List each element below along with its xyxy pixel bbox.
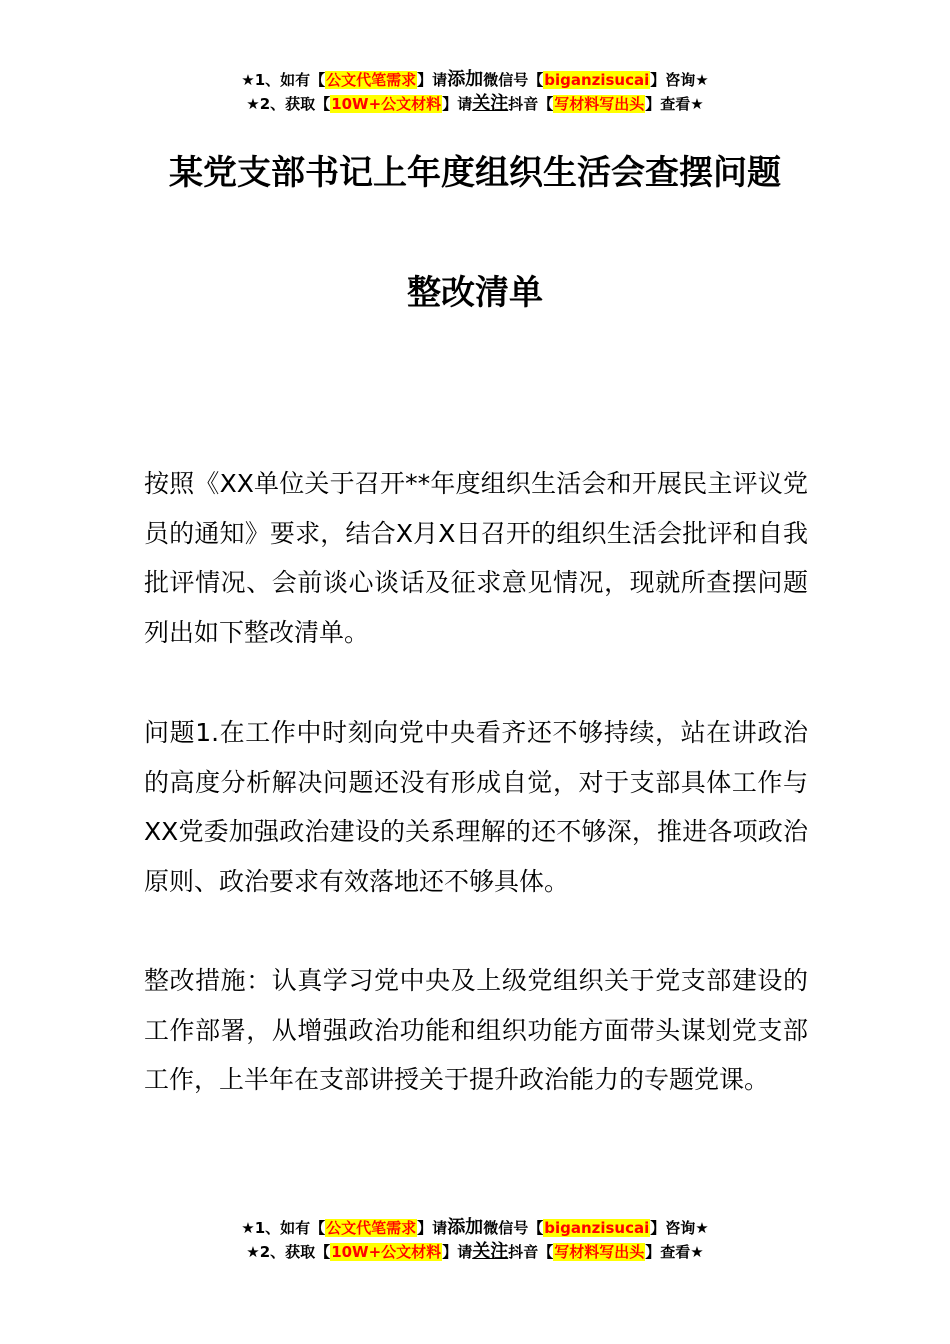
banner-line2-mid1: 】请 (442, 1243, 473, 1261)
paragraph-problem-1: 问题1.在工作中时刻向党中央看齐还不够持续，站在讲政治的高度分析解决问题还没有形成自觉，对于支部具体工作与XX党委加强政治建设的关系理解的还不够深，推进各项政治原则、政治要求有效落地还不够具体。 (144, 718, 808, 896)
paragraph-measures: 整改措施：认真学习党中央及上级党组织关于党支部建设的工作部署，从增强政治功能和组织功能方面带头谋划党支部工作，上半年在支部讲授关于提升政治能力的专题党课。 (144, 966, 808, 1094)
banner-line1-prefix: ★1、如有【 (241, 1219, 326, 1237)
document-title-line-2: 整改清单 (407, 273, 543, 313)
banner-line1-mid1: 】请 (417, 71, 448, 89)
banner-line2-mid2: 抖音【 (508, 1243, 554, 1261)
banner-line1-emphasis: 添加 (447, 1217, 484, 1238)
banner-line2-prefix: ★2、获取【 (246, 1243, 331, 1261)
banner-line2-mid1: 】请 (442, 95, 473, 113)
banner-line1-highlight-service: 公文代笔需求 (326, 71, 417, 89)
banner-line1-mid2: 微信号【 (483, 71, 544, 89)
banner-line1-prefix: ★1、如有【 (241, 71, 326, 89)
bottom-banner (0, 1216, 950, 1264)
banner-line1-highlight-wechat: biganzisucai (544, 71, 650, 89)
banner-line-1 (0, 68, 950, 92)
banner-line2-prefix: ★2、获取【 (246, 95, 331, 113)
banner-line2-highlight-materials: 10W+公文材料 (331, 95, 442, 113)
banner-line1-highlight-service: 公文代笔需求 (326, 1219, 417, 1237)
banner-line2-emphasis: 关注 (472, 1241, 509, 1262)
banner-line2-suffix: 】查看★ (645, 1243, 704, 1261)
banner-line1-mid1: 】请 (417, 1219, 448, 1237)
document-title-line-1: 某党支部书记上年度组织生活会查摆问题 (169, 153, 781, 193)
banner-line2-highlight-douyin: 写材料写出头 (554, 95, 645, 113)
banner-line-2 (0, 1240, 950, 1264)
paragraph-intro: 按照《XX单位关于召开**年度组织生活会和开展民主评议党员的通知》要求，结合X月X日召开的组织生活会批评和自我批评情况、会前谈心谈话及征求意见情况，现就所查摆问题列出如下整改清单。 (144, 469, 808, 647)
banner-line2-emphasis: 关注 (472, 93, 509, 114)
banner-line2-highlight-douyin: 写材料写出头 (554, 1243, 645, 1261)
banner-line2-highlight-materials: 10W+公文材料 (331, 1243, 442, 1261)
banner-line1-suffix: 】咨询★ (650, 1219, 709, 1237)
banner-line-2 (0, 92, 950, 116)
banner-line1-mid2: 微信号【 (483, 1219, 544, 1237)
banner-line1-highlight-wechat: biganzisucai (544, 1219, 650, 1237)
banner-line1-suffix: 】咨询★ (650, 71, 709, 89)
banner-line-1 (0, 1216, 950, 1240)
banner-line2-mid2: 抖音【 (508, 95, 554, 113)
banner-line1-emphasis: 添加 (447, 69, 484, 90)
top-banner (0, 68, 950, 116)
banner-line2-suffix: 】查看★ (645, 95, 704, 113)
